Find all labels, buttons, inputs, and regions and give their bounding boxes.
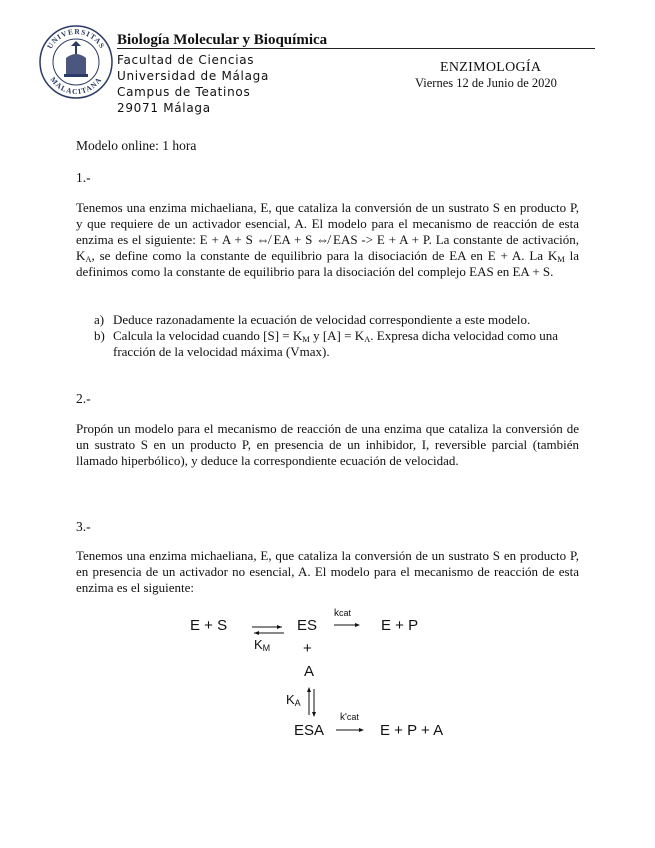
scheme-esa-complex: ESA: [294, 722, 325, 739]
question-1a-marker: a): [94, 312, 105, 327]
scheme-plus: +: [303, 640, 312, 657]
reaction-scheme: [170, 605, 490, 745]
university-seal: [38, 24, 114, 100]
vertical-equilibrium-icon: [306, 685, 318, 719]
question-1a-text: Deduce razonadamente la ecuación de velocidad correspondiente a este modelo.: [113, 312, 531, 327]
km-label: $K_M$: [254, 637, 271, 653]
institution-line: 29071 Málaga: [117, 101, 211, 115]
question-1a: [94, 312, 579, 328]
seal-bottom-text: MALACITANA: [48, 75, 104, 97]
question-2-text: Propón un modelo para el mecanismo de reacción de una enzima que cataliza la conversión de un sustrato S en un producto P, en presencia de un inhibidor, I, reversible parcial (también llamado hiperbólico), y deduce la correspondiente ecuación de velocidad.: [76, 421, 579, 468]
forward-arrow-icon: [334, 726, 366, 734]
question-3-text: Tenemos una enzima michaeliana, E, que cataliza la conversión de un sustrato S en producto P, en presencia de un activador no esencial, A. El modelo para el mecanismo de reacción de esta enzima es el siguiente:: [76, 548, 579, 595]
kcat-label: kcat: [334, 608, 352, 619]
kcat-prime-label: k'cat: [340, 712, 359, 723]
scheme-es-complex: ES: [297, 617, 318, 634]
forward-arrow-icon: [332, 621, 362, 629]
exam-mode: Modelo online: 1 hora: [76, 138, 197, 153]
equilibrium-arrows-icon: [250, 623, 286, 637]
scheme-product-2: E + P + A: [380, 722, 444, 739]
seal-top-text: UNIVERSITAS: [44, 26, 108, 51]
question-1b: [94, 328, 579, 360]
seal-emblem-icon: [64, 41, 88, 77]
exam-date: Viernes 12 de Junio de 2020: [415, 76, 557, 90]
institution-line: Universidad de Málaga: [117, 69, 270, 83]
subject-title: ENZIMOLOGÍA: [440, 60, 542, 75]
header-rule: [117, 48, 595, 49]
scheme-reactants: E + S: [190, 617, 228, 634]
institution-line: Campus de Teatinos: [117, 85, 251, 99]
institution-line: Facultad de Ciencias: [117, 53, 255, 67]
course-title: Biología Molecular y Bioquímica: [117, 32, 328, 48]
question-1-number: 1.-: [76, 170, 91, 185]
institution-address: [117, 52, 269, 116]
question-1b-marker: b): [94, 328, 105, 343]
question-1-text: Tenemos una enzima michaeliana, E, que cataliza la conversión de un sustrato S en producto P, y que requiere de un activador esencial, A. El modelo para el mecanismo de reacción de esta enzima es el siguiente: E + A + S ⇎ EA + S ⇎ EAS -> E + A + P. La constante de activación, $K_A$, se define como la constante de equilibrio para la disociación de EA en E + A. La $K_M$ la definimos como la constante de equilibrio para la disociación del complejo EAS en EA + S.: [76, 200, 579, 279]
question-1-subitems: [94, 312, 579, 360]
question-1b-text: Calcula la velocidad cuando $[S] = K_M$ y $[A] = K_A$. Expresa dicha velocidad como una fracción de la velocidad máxima (Vmax).: [113, 328, 558, 359]
scheme-activator: A: [304, 663, 315, 680]
question-2-number: 2.-: [76, 391, 91, 406]
question-3-number: 3.-: [76, 519, 91, 534]
ka-label: $K_A$: [286, 692, 301, 708]
scheme-product-1: E + P: [381, 617, 419, 634]
